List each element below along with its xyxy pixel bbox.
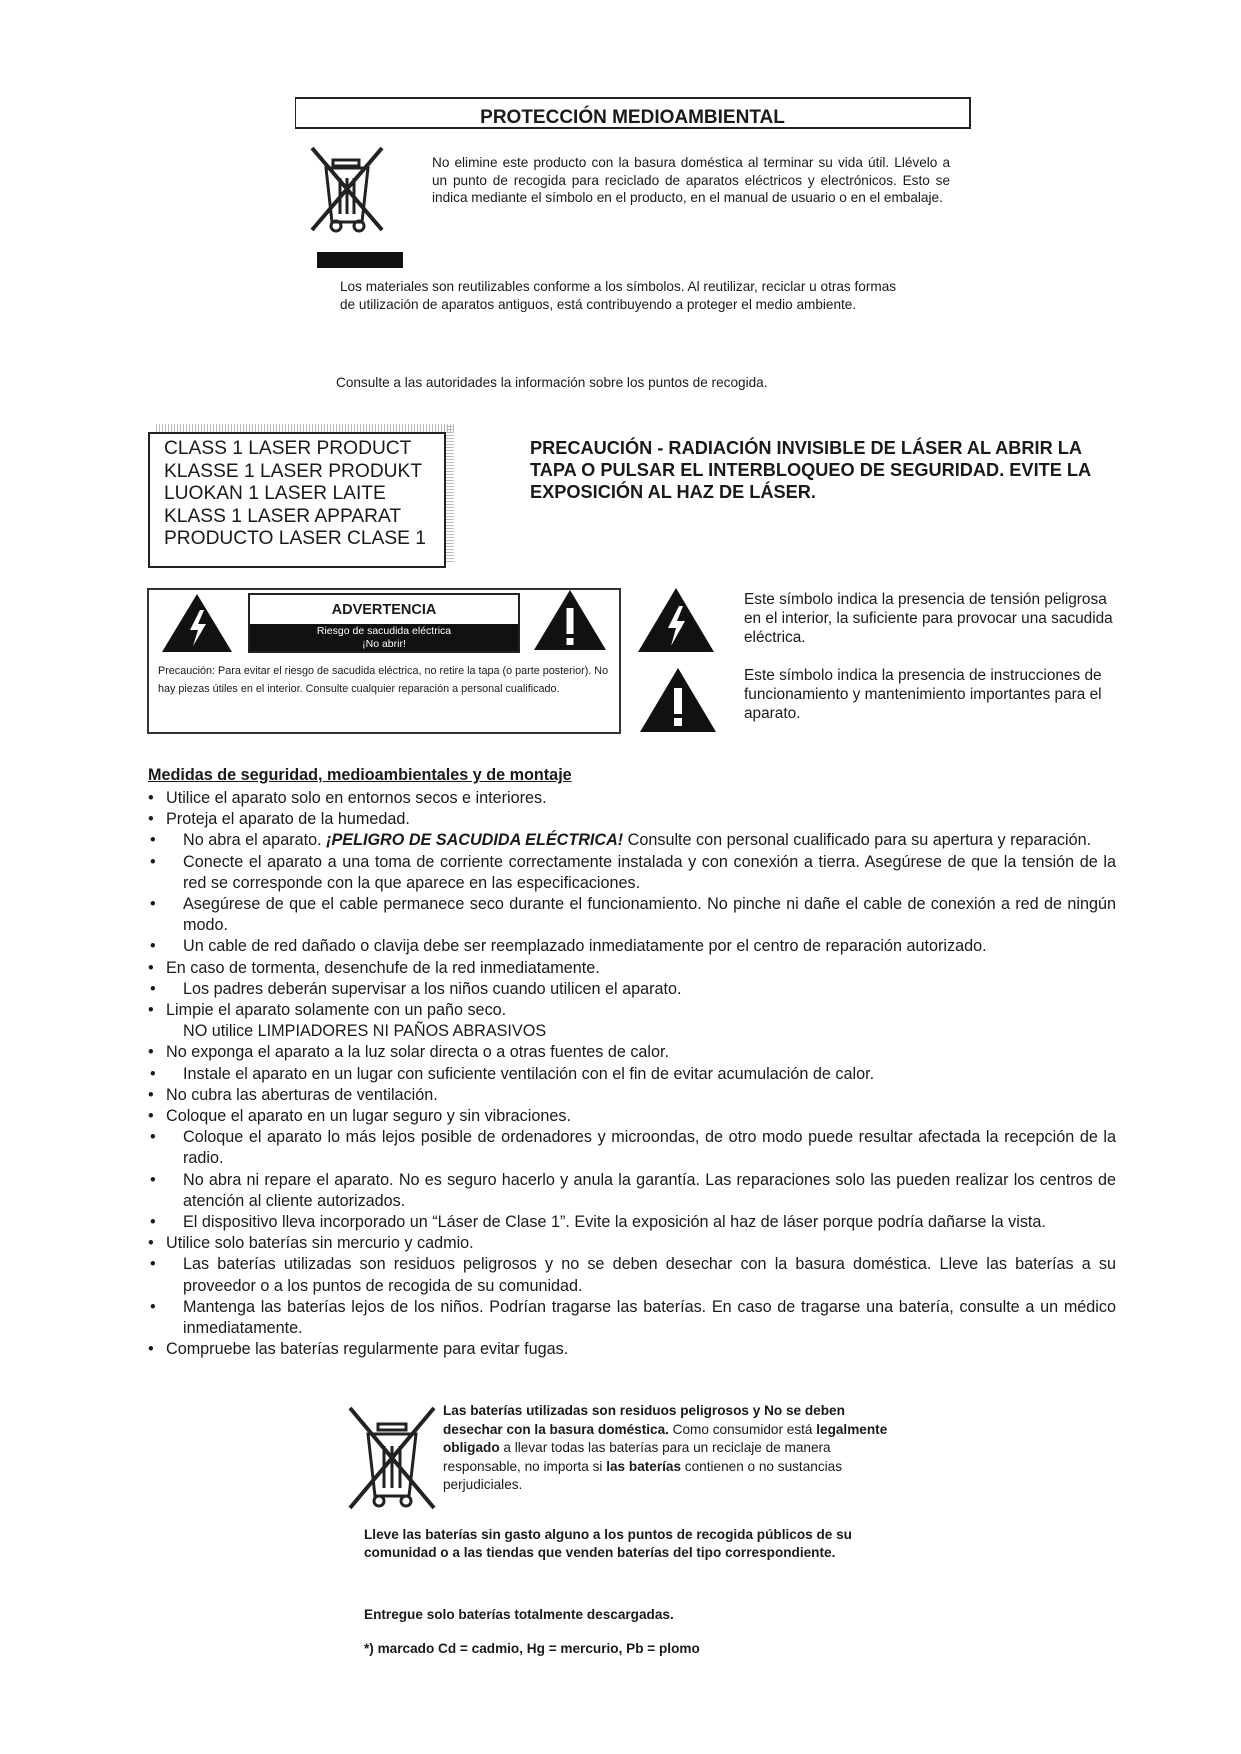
list-item: • Proteja el aparato de la humedad. xyxy=(148,809,1116,830)
battery-bold-2: legalmente obligado xyxy=(443,1421,888,1455)
weee-bin-icon xyxy=(306,142,388,234)
laser-line: PRODUCTO LASER CLASE 1 xyxy=(164,528,426,549)
weee-black-bar xyxy=(317,252,403,268)
list-item: • Utilice el aparato solo en entornos secos e interiores. xyxy=(148,788,1116,809)
list-item: • Compruebe las baterías regularmente para evitar fugas. xyxy=(148,1339,1116,1360)
open-suffix: Consulte con personal cualificado para su apertura y reparación. xyxy=(623,831,1092,850)
laser-caution-text: PRECAUCIÓN - RADIACIÓN INVISIBLE DE LÁSER AL ABRIR LA TAPA O PULSAR EL INTERBLOQUEO DE SEGURIDAD. EVITE LA EXPOSICIÓN AL HAZ DE LÁSER. xyxy=(530,438,1091,502)
authorities-text: Consulte a las autoridades la información sobre los puntos de recogida. xyxy=(336,375,768,390)
list-item: • Mantenga las baterías lejos de los niños. Podrían tragarse las baterías. En caso de tragarse una batería, consulte a un médico inmediatamente. xyxy=(148,1297,1116,1339)
exclamation-warning-icon xyxy=(532,588,608,652)
instructions-symbol-text: Este símbolo indica la presencia de instrucciones de funcionamiento y mantenimiento importantes para el aparato. xyxy=(744,667,1102,722)
laser-line: LUOKAN 1 LASER LAITE xyxy=(164,483,386,504)
list-item: • No exponga el aparato a la luz solar directa o a otras fuentes de calor. xyxy=(148,1042,1116,1063)
weee-text: No elimine este producto con la basura doméstica al terminar su vida útil. Llévelo a un punto de recogida para reciclado de aparatos eléctricos y electrónicos. Esto se indica mediante el símbolo en el producto, en el manual de usuario o en el embalaje. xyxy=(432,155,950,205)
laser-line: CLASS 1 LASER PRODUCT xyxy=(164,438,412,459)
battery-discharged-text: Entregue solo baterías totalmente descargadas. xyxy=(364,1607,674,1622)
list-item: • No cubra las aberturas de ventilación. xyxy=(148,1085,1116,1106)
list-item: • Las baterías utilizadas son residuos peligrosos y no se deben desechar con la basura doméstica. Lleve las baterías a su proveedor o a los puntos de recogida de su comunidad. xyxy=(148,1254,1116,1296)
list-item: • Conecte el aparato a una toma de corriente correctamente instalada y con conexión a tierra. Asegúrese de que la tensión de la red se corresponde con la que aparece en las especificaciones. xyxy=(148,852,1116,894)
reuse-text: Los materiales son reutilizables conforme a los símbolos. Al reutilizar, reciclar u otras formas de utilización de aparatos antiguos, está contribuyendo a proteger el medio ambiente. xyxy=(340,279,897,312)
laser-line: KLASS 1 LASER APPARAT xyxy=(164,505,402,527)
voltage-symbol-text: Este símbolo indica la presencia de tensión peligrosa en el interior, la suficiente para provocar una sacudida eléctrica. xyxy=(744,591,1113,646)
warning-heading: ADVERTENCIA xyxy=(331,602,437,618)
battery-bold-3: las baterías xyxy=(606,1458,682,1474)
lightning-warning-icon xyxy=(160,592,234,654)
section-title-environment: PROTECCIÓN MEDIOAMBIENTAL xyxy=(295,97,971,129)
warning-subheading xyxy=(250,624,518,651)
exclamation-symbol-icon xyxy=(638,666,718,734)
battery-weee-bin-icon xyxy=(346,1404,438,1512)
list-item: • Los padres deberán supervisar a los niños cuando utilicen el aparato. xyxy=(148,979,1116,1000)
battery-text-3: contienen o no sustancias perjudiciales. xyxy=(443,1458,842,1492)
open-prefix: No abra el aparato. xyxy=(183,831,327,850)
list-item: • Asegúrese de que el cable permanece seco durante el funcionamiento. No pinche ni dañe el cable de conexión a red de ningún modo. xyxy=(148,894,1116,936)
safety-list xyxy=(148,788,1116,1360)
laser-label-hatch-top xyxy=(156,424,454,432)
list-item: • El dispositivo lleva incorporado un “Láser de Clase 1”. Evite la exposición al haz de láser porque podría dañarse la vista. xyxy=(148,1212,1116,1233)
battery-text-1: Como consumidor está xyxy=(668,1421,817,1437)
list-item: • Instale el aparato en un lugar con suficiente ventilación con el fin de evitar acumulación de calor. xyxy=(148,1064,1116,1085)
laser-class-label xyxy=(148,432,446,568)
battery-hazard-text xyxy=(443,1402,903,1495)
warning-sub-line: ¡No abrir! xyxy=(362,638,406,650)
warning-text: Precaución: Para evitar el riesgo de sacudida eléctrica, no retire la tapa (o parte posterior). No hay piezas útiles en el interior. Consulte cualquier reparación a personal cualificado. xyxy=(158,665,609,695)
warning-sub-line: Riesgo de sacudida eléctrica xyxy=(316,625,452,637)
clean-note: NO utilice LIMPIADORES NI PAÑOS ABRASIVOS xyxy=(183,1022,547,1041)
list-item: • No abra ni repare el aparato. No es seguro hacerlo y anula la garantía. Las reparaciones solo las pueden realizar los centros de atención al cliente autorizados. xyxy=(148,1170,1116,1212)
laser-line: KLASSE 1 LASER PRODUKT xyxy=(164,460,423,482)
list-item: • Limpie el aparato solamente con un paño seco. xyxy=(148,1000,1116,1021)
laser-label-hatch-side xyxy=(446,426,454,562)
list-item: • Coloque el aparato en un lugar seguro y sin vibraciones. xyxy=(148,1106,1116,1127)
safety-title: Medidas de seguridad, medioambientales y de montaje xyxy=(148,766,572,784)
battery-collect-text: Lleve las baterías sin gasto alguno a los puntos de recogida públicos de su comunidad o a las tiendas que venden baterías del tipo correspondiente. xyxy=(364,1527,852,1560)
battery-text-2: a llevar todas las baterías para un reciclaje de manera responsable, no importa si xyxy=(443,1440,831,1474)
list-item: • Utilice solo baterías sin mercurio y cadmio. xyxy=(148,1233,1116,1254)
list-item: • En caso de tormenta, desenchufe de la red inmediatamente. xyxy=(148,958,1116,979)
list-item xyxy=(148,830,1116,851)
electric-danger-text: ¡PELIGRO DE SACUDIDA ELÉCTRICA! xyxy=(326,831,624,850)
battery-marking-text: *) marcado Cd = cadmio, Hg = mercurio, Pb = plomo xyxy=(364,1641,700,1656)
list-item: • Coloque el aparato lo más lejos posible de ordenadores y microondas, de otro modo puede resultar afectada la recepción de la radio. xyxy=(148,1127,1116,1169)
lightning-symbol-icon xyxy=(636,586,716,654)
battery-bold-1: Las baterías utilizadas son residuos peligrosos y No se deben desechar con la basura doméstica. xyxy=(443,1403,845,1437)
list-item: • Un cable de red dañado o clavija debe ser reemplazado inmediatamente por el centro de reparación autorizado. xyxy=(148,936,1116,957)
